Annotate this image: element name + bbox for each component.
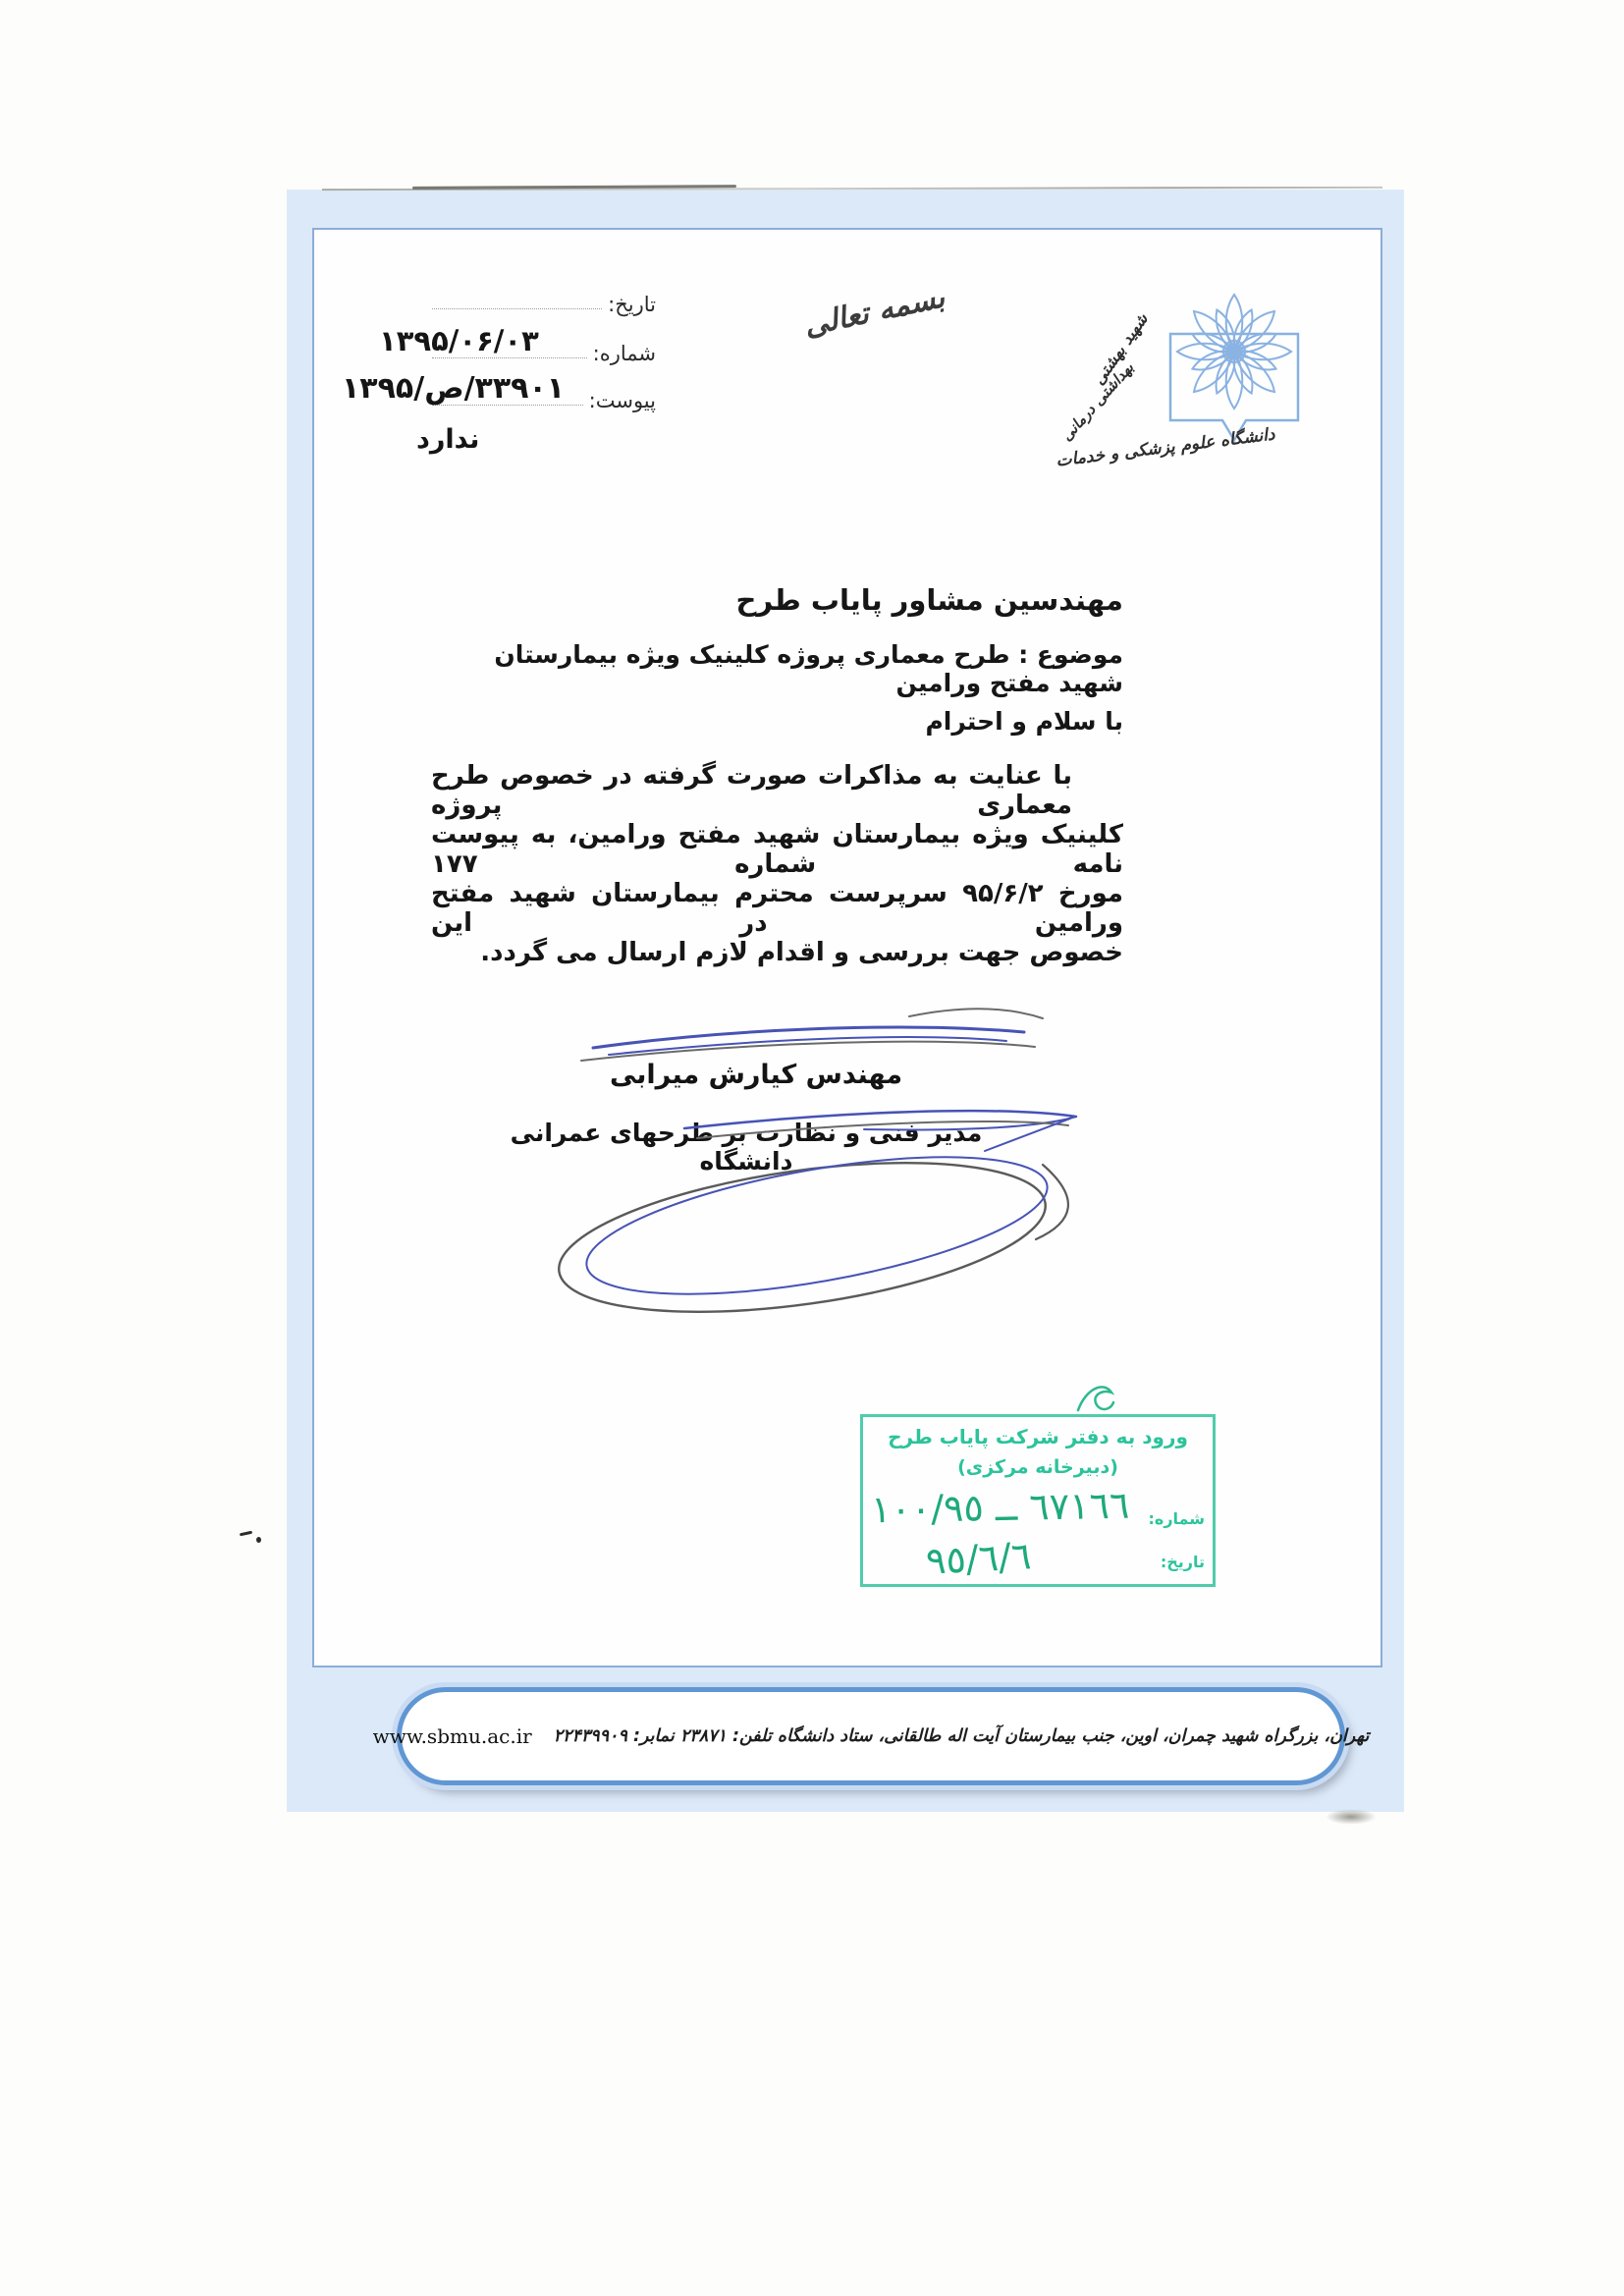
stamp-scribble	[1078, 1387, 1113, 1410]
letterhead-paper	[287, 190, 1404, 1812]
logo-text-bottom: دانشگاه علوم پزشکی و خدمات	[1055, 424, 1276, 471]
subject-line: موضوع : طرح معماری پروژه کلینیک ویژه بیمارستان شهید مفتح ورامین	[494, 640, 1123, 697]
scan-artifact-dash	[240, 1531, 252, 1537]
body-line: مورخ ۹۵/۶/۲ سرپرست محترم بیمارستان شهید مفتح ورامین در این	[431, 879, 1123, 938]
lotus-petals	[1175, 293, 1293, 410]
attachment-label: پیوست:	[588, 389, 656, 412]
letter-number-value: ۳۳۹۰۱/ص/۱۳۹۵	[342, 371, 566, 406]
recipient-line: مهندسین مشاور پایاب طرح	[735, 583, 1123, 617]
university-logo	[1046, 289, 1330, 485]
attachment-value: ندارد	[416, 424, 480, 455]
signer-title: مدیر فنی و نظارت بر طرحهای عمرانی دانشگاه	[510, 1119, 983, 1175]
bismillah-calligraphy: بسمه تعالی	[800, 280, 948, 344]
body-line: کلینیک ویژه بیمارستان شهید مفتح ورامین، به پیوست نامه شماره ۱۷۷	[431, 820, 1123, 879]
signer-name: مهندس کیارش میرابی	[609, 1060, 903, 1090]
stamp-date-label: تاریخ:	[1160, 1553, 1205, 1571]
body-line: خصوص جهت بررسی و اقدام لازم ارسال می گردد.	[480, 938, 1123, 967]
stamp-subtitle: (دبیرخانه مرکزی)	[957, 1456, 1118, 1478]
scan-artifact-smudge	[1326, 1809, 1377, 1825]
body-line: با عنایت به مذاکرات صورت گرفته در خصوص طرح معماری پروژه	[431, 761, 1072, 820]
scan-artifact-dot	[256, 1537, 261, 1543]
salutation-line: با سلام و احترام	[925, 707, 1123, 736]
footer-address-bar	[372, 1687, 1370, 1785]
meta-date-row	[432, 293, 656, 316]
number-label: شماره:	[592, 342, 656, 365]
date-value: ۱۳۹۵/۰۶/۰۳	[379, 324, 539, 357]
stamp-number-handwritten: ٦٧١٦٦ ــ ١٠٠/٩٥	[870, 1483, 1130, 1532]
date-label: تاریخ:	[608, 293, 656, 316]
footer-website: www.sbmu.ac.ir	[372, 1724, 532, 1748]
content-frame	[312, 228, 1382, 1667]
footer-address: تهران، بزرگراه شهید چمران، اوین، جنب بیمارستان آیت اله طالقانی، ستاد دانشگاه تلفن: ۲۳۸۷۱ نمابر: ۲۲۴۳۹۹۰۹	[553, 1726, 1370, 1746]
date-dotted-line	[432, 307, 602, 309]
stamp-title: ورود به دفتر شرکت پایاب طرح	[888, 1425, 1188, 1449]
logo-text-top: شهید بهشتی	[1089, 309, 1152, 389]
stamp-number-label: شماره:	[1148, 1509, 1205, 1528]
stamp-date-handwritten: ٩٥/٦/٦	[924, 1534, 1033, 1583]
logo-text-left: بهداشتی درمانی	[1057, 358, 1138, 445]
entry-stamp	[860, 1414, 1216, 1587]
